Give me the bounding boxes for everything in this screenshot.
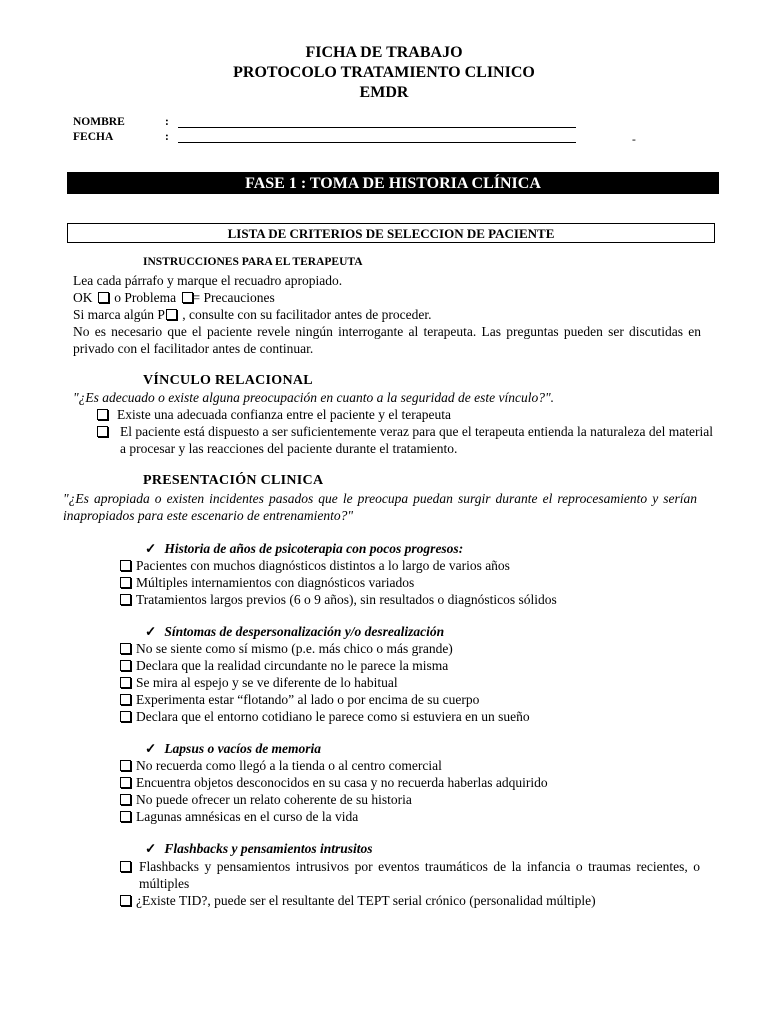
vinculo-question: "¿Es adecuado o existe alguna preocupación en cuanto a la seguridad de este vínculo?". [73,390,554,405]
instructions-line4: No es necesario que el paciente revele ningún interrogante al terapeuta. Las preguntas pueden ser discutidas en privado con el facilitador antes de continuar. [73,324,701,356]
list-item: Lagunas amnésicas en el curso de la vida [120,808,358,825]
stray-dash: - [632,134,636,146]
name-field[interactable] [178,127,576,128]
date-colon: : [165,131,169,143]
list-item: Encuentra objetos desconocidos en su casa y no recuerda haberlas adquirido [120,774,548,791]
checkbox[interactable] [120,594,131,605]
list-item: Tratamientos largos previos (6 o 9 años), sin resultados o diagnósticos sólidos [120,591,557,608]
doc-title-line2: PROTOCOLO TRATAMIENTO CLINICO [233,64,535,81]
phase-title: FASE 1 : TOMA DE HISTORIA CLÍNICA [67,172,719,194]
precautions-label: = Precauciones [192,290,275,305]
checkbox[interactable] [120,677,131,688]
list-item: No se siente como sí mismo (p.e. más chico o más grande) [120,640,453,657]
name-label: NOMBRE [73,116,125,128]
checkbox[interactable] [120,711,131,722]
list-item: Experimenta estar “flotando” al lado o por encima de su cuerpo [120,691,479,708]
name-colon: : [165,116,169,128]
checkbox[interactable] [120,660,131,671]
list-item: Declara que la realidad circundante no le parece la misma [120,657,448,674]
instructions-heading: INSTRUCCIONES PARA EL TERAPEUTA [143,256,363,268]
date-field[interactable] [178,142,576,143]
presentacion-heading: PRESENTACIÓN CLINICA [143,473,324,488]
list-item: Múltiples internamientos con diagnósticos variados [120,574,414,591]
group-2-title: ✓ Síntomas de despersonalización y/o desrealización [145,624,445,639]
list-item: No recuerda como llegó a la tienda o al centro comercial [120,757,442,774]
group-3-title: ✓ Lapsus o vacíos de memoria [145,741,322,756]
doc-title-line3: EMDR [359,84,409,101]
instructions-line2 [73,289,275,306]
checkbox-icon [166,309,177,320]
instructions-line3 [73,306,432,323]
checkbox[interactable] [97,409,108,420]
group-1-title: ✓ Historia de años de psicoterapia con pocos progresos: [145,541,464,556]
check-icon: ✓ [145,624,157,639]
checkbox[interactable] [120,643,131,654]
checkbox[interactable] [120,577,131,588]
list-item: No puede ofrecer un relato coherente de su historia [120,791,412,808]
checkbox-icon [98,292,109,303]
checkbox[interactable] [120,861,131,872]
ok-label: OK [73,290,93,305]
instructions-line1: Lea cada párrafo y marque el recuadro apropiado. [73,273,343,288]
vinculo-heading: VÍNCULO RELACIONAL [143,373,313,388]
list-item: Pacientes con muchos diagnósticos distintos a lo largo de varios años [120,557,510,574]
doc-title-line1: FICHA DE TRABAJO [305,44,463,61]
list-title: LISTA DE CRITERIOS DE SELECCION DE PACIENTE [67,223,715,243]
list-item: Se mira al espejo y se ve diferente de lo habitual [120,674,398,691]
presentacion-question: "¿Es apropiada o existen incidentes pasados que le preocupa puedan surgir durante el reprocesamiento y serían inapropiados para este escenario de entrenamiento?" [63,491,697,523]
check-icon: ✓ [145,541,157,556]
checkbox[interactable] [120,794,131,805]
if-marked-text: Si marca algún P [73,307,165,322]
checkbox[interactable] [97,426,108,437]
checkbox[interactable] [120,895,131,906]
group-4-title: ✓ Flashbacks y pensamientos intrusitos [145,841,373,856]
check-icon: ✓ [145,741,157,756]
date-label: FECHA [73,131,114,143]
checkbox-icon [182,292,193,303]
list-item: Flashbacks y pensamientos intrusivos por eventos traumáticos de la infancia o traumas recientes, o múltiples [120,858,700,892]
vinculo-item-1: Existe una adecuada confianza entre el paciente y el terapeuta [97,406,451,423]
check-icon: ✓ [145,841,157,856]
vinculo-item-2: El paciente está dispuesto a ser suficientemente veraz para que el terapeuta entienda la naturaleza del material a procesar y las reacciones del paciente durante el tratamiento. [97,423,713,457]
checkbox[interactable] [120,811,131,822]
checkbox[interactable] [120,760,131,771]
consult-text: , consulte con su facilitador antes de proceder. [182,307,432,322]
list-item: ¿Existe TID?, puede ser el resultante del TEPT serial crónico (personalidad múltiple) [120,892,596,909]
checkbox[interactable] [120,777,131,788]
list-item: Declara que el entorno cotidiano le parece como si estuviera en un sueño [120,708,530,725]
checkbox[interactable] [120,560,131,571]
problem-label: o Problema [114,290,177,305]
checkbox[interactable] [120,694,131,705]
